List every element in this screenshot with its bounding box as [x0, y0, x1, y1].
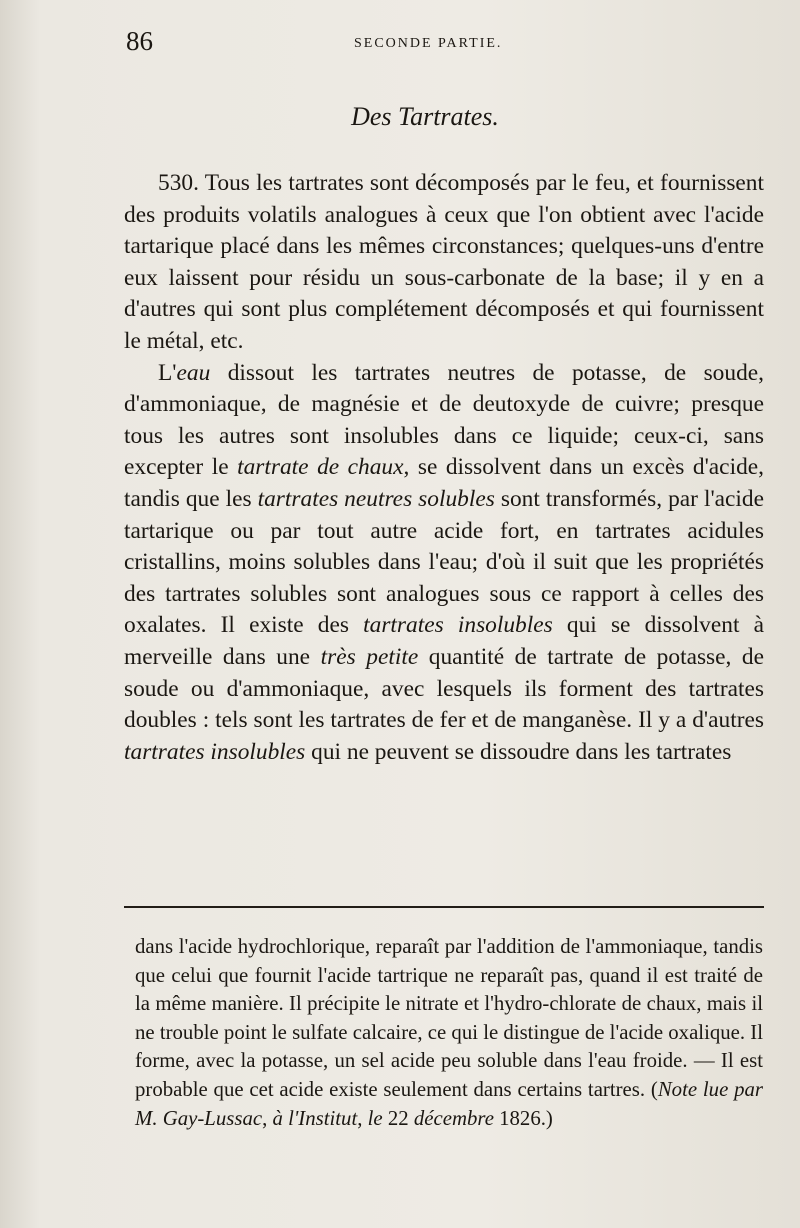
footnote-divider — [124, 906, 764, 908]
page-number: 86 — [126, 26, 153, 56]
text-run: dans l'acide hydrochlorique, reparaît par l'addition de l'ammoniaque, tandis que celui que fournit l'acide tartrique ne reparaît pas, quand il est traité de la même manière. Il précipite le nitrate et l'hydro-chlorate de chaux, mais il ne trouble point le sulfate calcaire, ce qui le distingue de l'acide oxalique. Il forme, avec la potasse, un sel acide peu soluble dans l'eau froide. — Il est probable que cet acide existe seulement dans certains tartres. ( — [135, 935, 763, 1101]
text-run: L' — [158, 359, 177, 386]
text-run: , se dissolvent dans un excès d'acide, tandis que les — [124, 454, 764, 512]
italic-run: Note lue par M. Gay-Lussac — [135, 1077, 763, 1130]
footnote — [135, 933, 763, 1133]
text-run: 22 — [382, 1106, 414, 1130]
text-run: quantité de tartrate de potasse, de soude ou d'ammoniaque, avec lesquels ils forment des tartrates doubles : tels sont les tartrates de fer et de manganèse. Il y a d'autres — [124, 643, 765, 734]
running-head: SECONDE PARTIE. — [354, 36, 503, 51]
italic-run: tartrates insolubles — [124, 738, 306, 765]
text-run: , — [357, 1106, 368, 1130]
text-run: dissout les tartrates neutres de potasse, de soude, d'ammoniaque, de magnésie et de deutoxyde de cuivre; presque tous les autres sont insolubles dans ce liquide; ceux-ci, sans excepter le — [124, 359, 764, 481]
italic-run: tartrates insolubles — [363, 612, 553, 639]
paragraph-eau — [124, 358, 764, 769]
italic-run: à l'Institut — [272, 1106, 358, 1130]
italic-run: très petite — [320, 643, 419, 670]
paragraph-530: 530. Tous les tartrates sont décomposés par le feu, et fournissent des produits volatils analogues à ceux que l'on obtient avec l'acide tartarique placé dans les mêmes circonstances; quelques-uns d'entre eux laissent pour résidu un sous-carbonate de la base; il y en a d'autres qui sont plus complétement décomposés et qui fournissent le métal, etc. — [124, 170, 764, 354]
italic-run: décembre — [413, 1106, 494, 1130]
italic-run: le — [367, 1106, 383, 1130]
italic-run: tartrates neutres solubles — [257, 485, 495, 512]
section-title: Des Tartrates. — [351, 102, 499, 131]
text-run: , — [262, 1106, 273, 1130]
italic-run: eau — [176, 359, 211, 386]
page-header — [126, 26, 760, 66]
main-text — [124, 168, 764, 768]
text-run: sont transformés, par l'acide tartarique ou par tout autre acide fort, en tartrates acidules cristallins, moins solubles dans l'eau; d'où il suit que les propriétés des tartrates solubles sont analogues sous ce rapport à celles des oxalates. Il existe des — [124, 485, 764, 639]
text-run: 1826.) — [493, 1106, 553, 1130]
text-run: qui ne peuvent se dissoudre dans les tartrates — [305, 738, 732, 765]
footnote-text — [135, 933, 763, 1133]
text-run: qui se dissolvent à merveille dans une — [124, 612, 764, 670]
italic-run: tartrate de chaux — [237, 454, 404, 481]
